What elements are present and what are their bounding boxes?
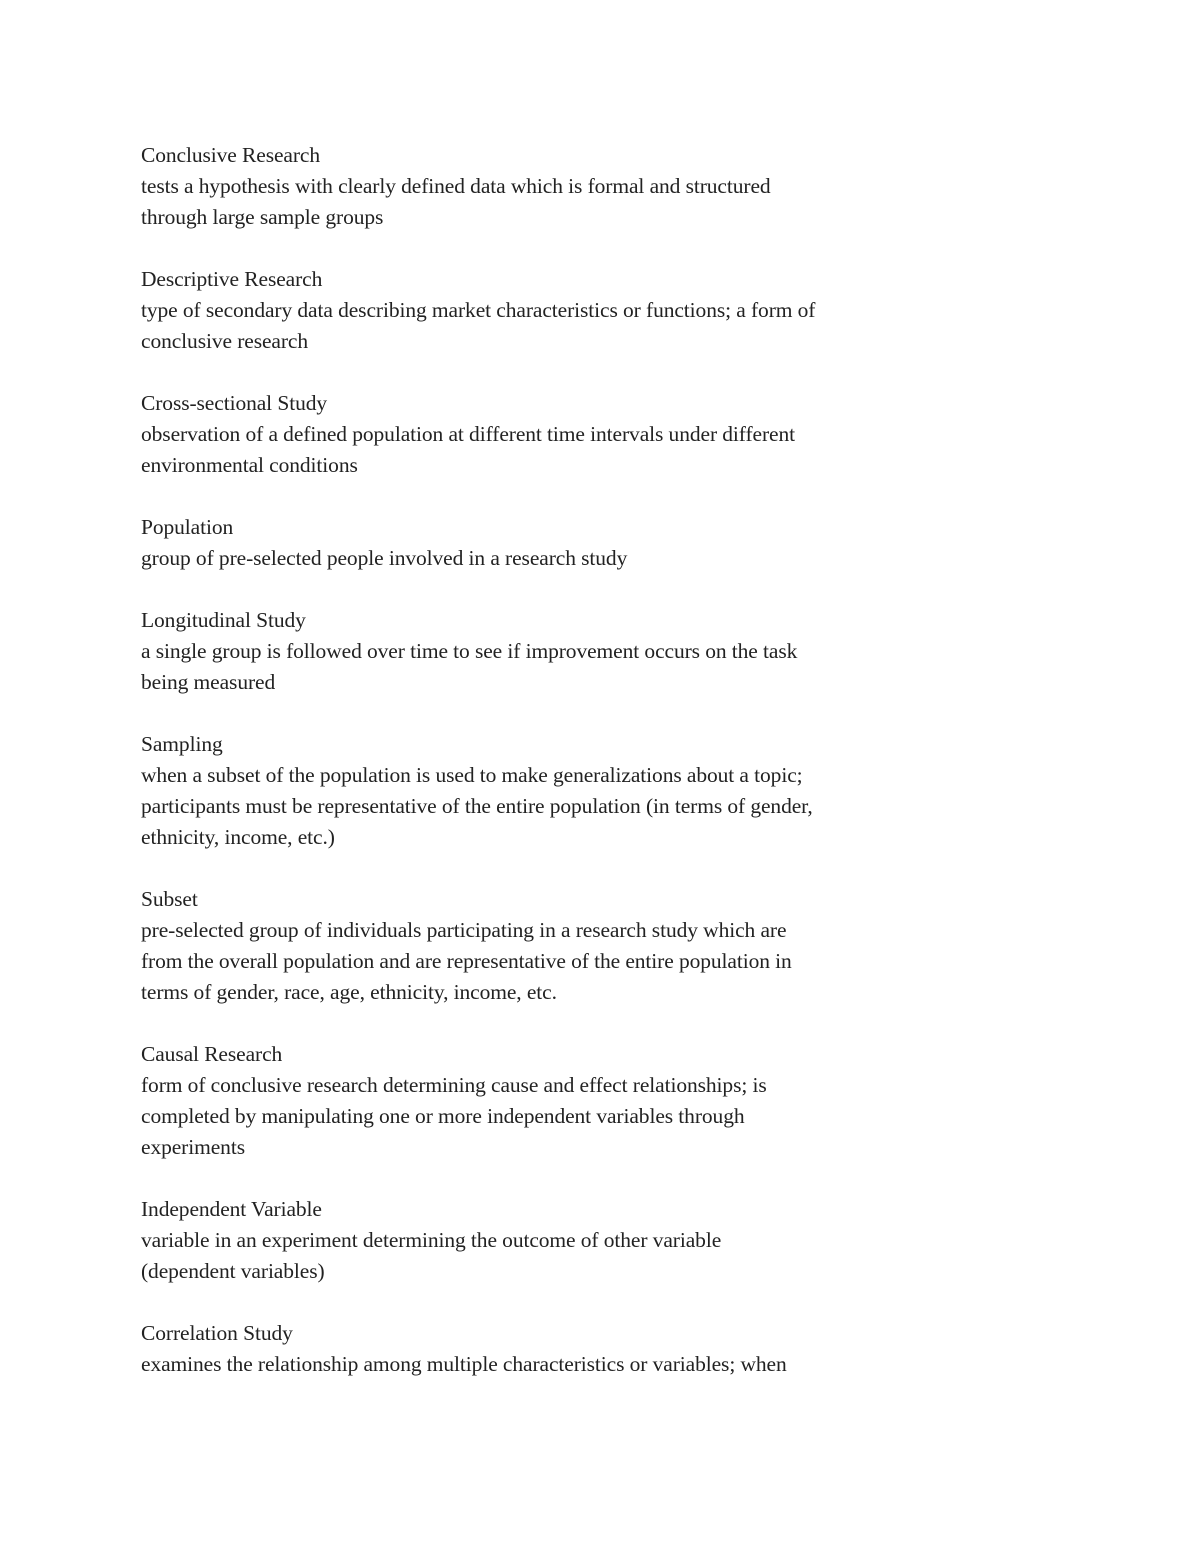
glossary-entry <box>141 1039 941 1163</box>
glossary-entry <box>141 388 941 481</box>
definition-line: variable in an experiment determining the outcome of other variable <box>141 1228 722 1252</box>
term: Longitudinal Study <box>141 608 306 632</box>
definition-line: type of secondary data describing market characteristics or functions; a form of <box>141 298 816 322</box>
glossary-entry <box>141 264 941 357</box>
definition-line: (dependent variables) <box>141 1259 325 1283</box>
definition-line: when a subset of the population is used to make generalizations about a topic; <box>141 763 803 787</box>
definition-line: environmental conditions <box>141 453 358 477</box>
glossary-entry <box>141 605 941 698</box>
term: Sampling <box>141 732 223 756</box>
definition-line: participants must be representative of the entire population (in terms of gender, <box>141 794 813 818</box>
term: Conclusive Research <box>141 143 321 167</box>
term: Cross-sectional Study <box>141 391 328 415</box>
glossary-entry <box>141 512 941 574</box>
glossary-entry <box>141 729 941 853</box>
definition-line: tests a hypothesis with clearly defined data which is formal and structured <box>141 174 771 198</box>
definition-line: examines the relationship among multiple characteristics or variables; when <box>141 1352 787 1376</box>
definition-line: group of pre-selected people involved in a research study <box>141 546 628 570</box>
definition-line: conclusive research <box>141 329 309 353</box>
glossary-entry <box>141 140 941 233</box>
definition-line: pre-selected group of individuals participating in a research study which are <box>141 918 787 942</box>
term: Population <box>141 515 234 539</box>
definition-line: being measured <box>141 670 276 694</box>
definition-line: terms of gender, race, age, ethnicity, income, etc. <box>141 980 557 1004</box>
glossary-entry <box>141 884 941 1008</box>
definition-line: a single group is followed over time to see if improvement occurs on the task <box>141 639 798 663</box>
term: Correlation Study <box>141 1321 293 1345</box>
definition-line: ethnicity, income, etc.) <box>141 825 335 849</box>
glossary-entry <box>141 1194 941 1287</box>
definition-line: experiments <box>141 1135 245 1159</box>
definition-line: through large sample groups <box>141 205 384 229</box>
definition-line: observation of a defined population at different time intervals under different <box>141 422 796 446</box>
term: Subset <box>141 887 198 911</box>
definition-line: completed by manipulating one or more independent variables through <box>141 1104 745 1128</box>
document-page <box>141 140 941 1411</box>
definition-line: form of conclusive research determining cause and effect relationships; is <box>141 1073 767 1097</box>
term: Causal Research <box>141 1042 283 1066</box>
term: Independent Variable <box>141 1197 322 1221</box>
glossary-entry <box>141 1318 941 1380</box>
term: Descriptive Research <box>141 267 323 291</box>
definition-line: from the overall population and are representative of the entire population in <box>141 949 792 973</box>
